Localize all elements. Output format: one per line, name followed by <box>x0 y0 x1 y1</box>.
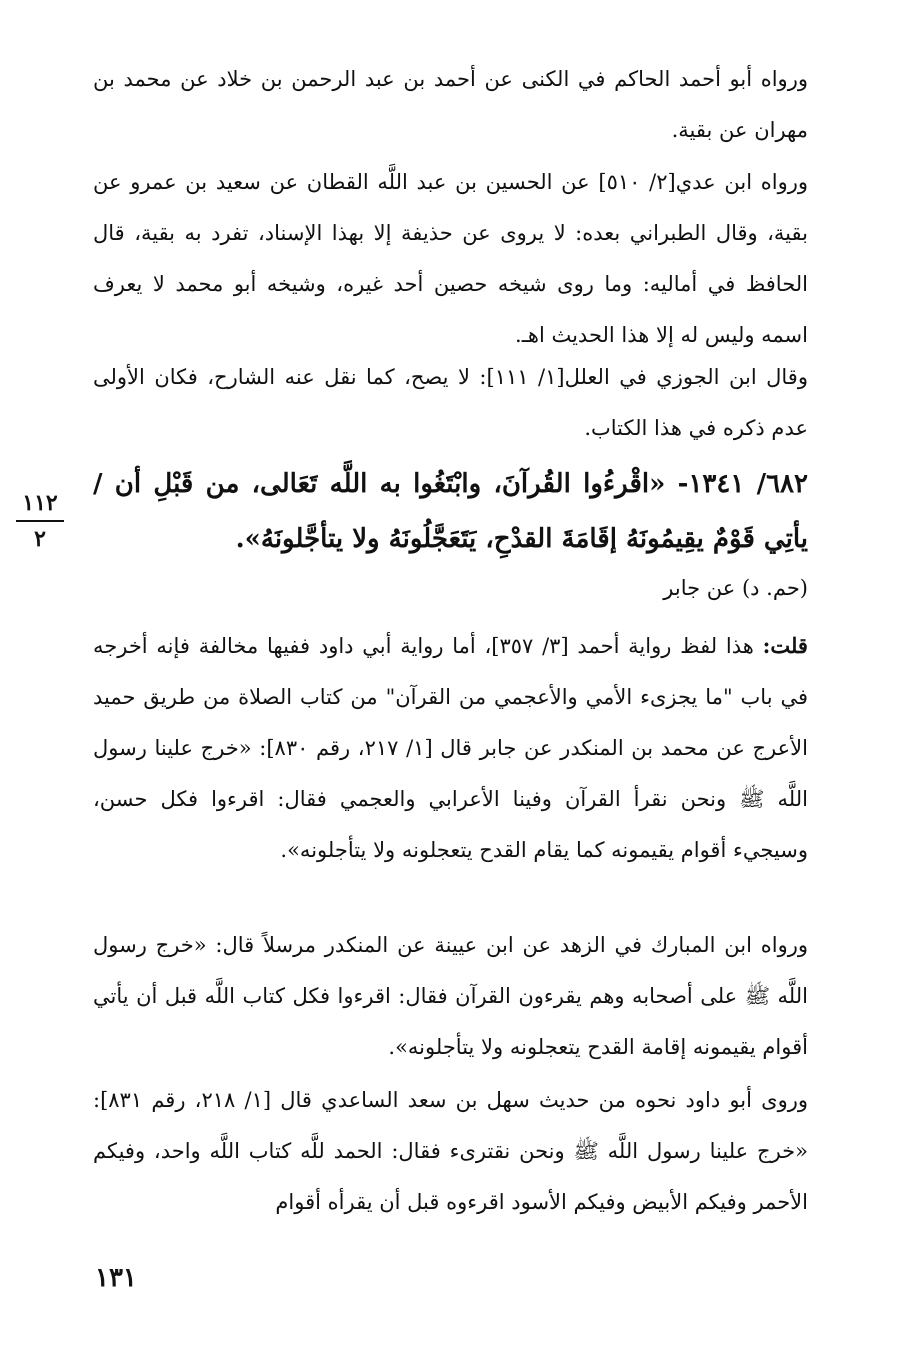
page-number: ١٣١ <box>95 1263 137 1293</box>
paragraph-text: ورواه أبو أحمد الحاكم في الكنى عن أحمد بن عبد الرحمن بن خلاد عن محمد بن مهران عن بقية. <box>93 67 808 142</box>
margin-page-reference <box>10 490 70 553</box>
commentary-paragraph-abu-dawud <box>93 1075 808 1228</box>
hadith-text: ٦٨٢/ ١٣٤١- «اقْرءُوا القُرآنَ، وابْتَغُوا به اللَّه تَعَالى، من قَبْلِ أن / يأتِي قَوْمٌ يقِيمُونَهُ إقَامَةَ القدْحِ، يَتَعَجَّلُونَهُ ولا يتأجَّلونَهُ». <box>93 469 808 554</box>
paragraph-ibn-adi <box>93 157 808 361</box>
hadith-source: (حم. د) عن جابر <box>663 576 808 600</box>
commentary-paragraph-ibn-mubarak <box>93 920 808 1073</box>
commentary-text: وروى أبو داود نحوه من حديث سهل بن سعد الساعدي قال [١/ ٢١٨، رقم ٨٣١]: «خرج علينا رسول اللَّه ﷺ ونحن نقترىء فقال: الحمد للَّه كتاب اللَّه واحد، وفيكم الأحمر وفيكم الأبيض وفيكم الأسود اقرءوه قبل أن يقرأه أقوام <box>93 1088 808 1214</box>
paragraph-ibn-jawzi <box>93 352 808 454</box>
paragraph-text: وقال ابن الجوزي في العلل[١/ ١١١]: لا يصح، كما نقل عنه الشارح، فكان الأولى عدم ذكره في هذا الكتاب. <box>93 365 808 440</box>
commentary-body: هذا لفظ رواية أحمد [٣/ ٣٥٧]، أما رواية أبي داود ففيها مخالفة فإنه أخرجه في باب "ما يجزىء الأمي والأعجمي من القرآن" من كتاب الصلاة من طريق حميد الأعرج عن محمد بن المنكدر عن جابر قال [١/ ٢١٧، رقم ٨٣٠]: «خرج علينا رسول اللَّه ﷺ ونحن نقرأ القرآن وفينا الأعرابي والعجمي فقال: اقرءوا فكل حسن، وسيجيء أقوام يقيمونه كما يقام القدح يتعجلونه ولا يتأجلونه». <box>93 634 808 862</box>
commentary-paragraph-ahmad <box>93 620 808 876</box>
qultu-label: قلت: <box>762 633 808 658</box>
paragraph-text: ورواه ابن عدي[٢/ ٥١٠] عن الحسين بن عبد اللَّه القطان عن سعيد بن عمرو عن بقية، وقال الطبراني بعده: لا يروى عن حذيفة إلا بهذا الإسناد، تفرد به بقية، قال الحافظ في أماليه: وما روى شيخه حصين أحد غيره، وشيخه أبو محمد لا يعرف اسمه وليس له إلا هذا الحديث اهـ. <box>93 170 808 347</box>
margin-reference-bottom: ٢ <box>34 526 46 553</box>
commentary-text: ورواه ابن المبارك في الزهد عن ابن عيينة عن المنكدر مرسلاً قال: «خرج رسول اللَّه ﷺ على أصحابه وهم يقرءون القرآن فقال: اقرءوا فكل كتاب اللَّه قبل أن يأتي أقوام يقيمونه إقامة القدح يتعجلونه ولا يتأجلونه». <box>93 933 808 1059</box>
hadith-source-block <box>93 563 808 614</box>
margin-reference-divider <box>16 520 64 522</box>
margin-reference-top: ١١٢ <box>22 490 58 516</box>
hadith-block <box>93 457 808 567</box>
paragraph-hakim <box>93 54 808 156</box>
commentary-text <box>93 620 808 876</box>
